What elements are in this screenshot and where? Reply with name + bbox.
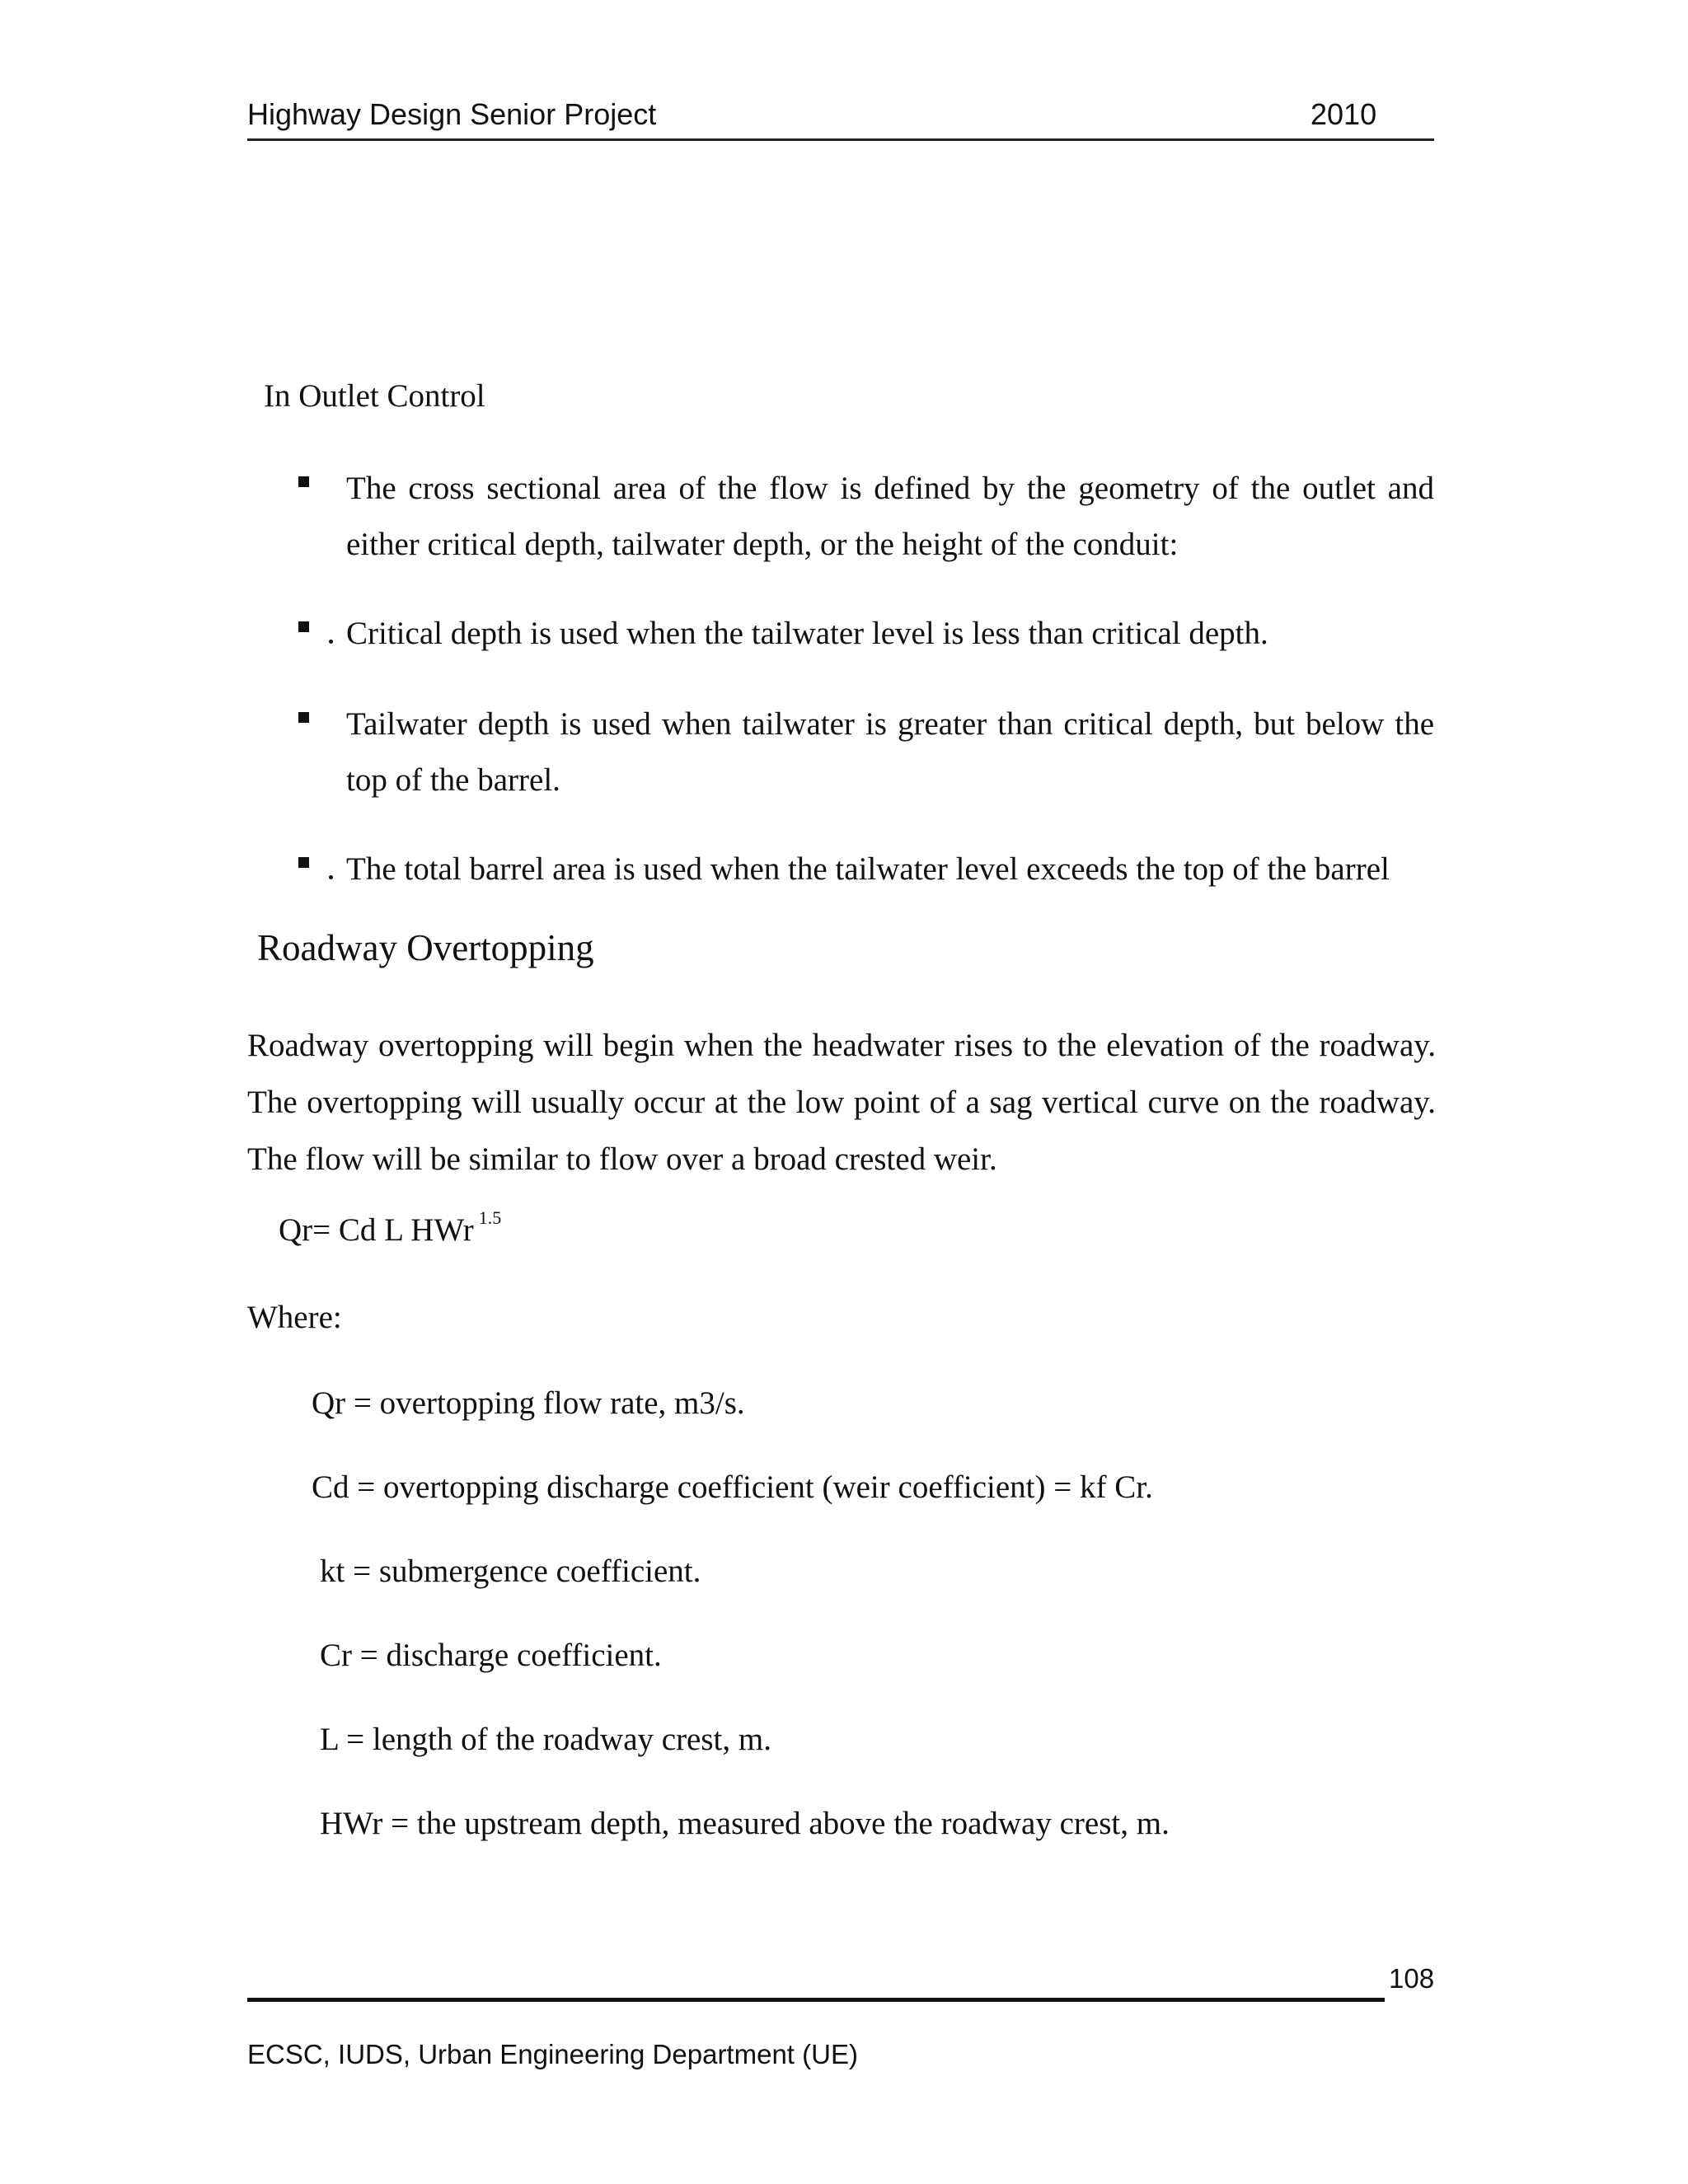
header-title: Highway Design Senior Project: [247, 97, 657, 131]
roadway-overtopping-paragraph: Roadway overtopping will begin when the headwater rises to the elevation of the roadway. The overtopping will usually occur at the low point of a sag vertical curve on the roadway. The flow will be similar to flow over a broad crested weir.: [247, 1028, 1436, 1177]
formula-exponent: 1.5: [478, 1207, 502, 1228]
bullet-text: Critical depth is used when the tailwater level is less than critical depth.: [346, 616, 1268, 651]
definition-cd: Cd = overtopping discharge coefficient (weir coefficient) = kf Cr.: [312, 1469, 1153, 1505]
bullet-text: Tailwater depth is used when tailwater is greater than critical depth, but below the top of the barrel.: [346, 706, 1434, 798]
header-year: 2010: [1311, 97, 1377, 131]
square-bullet-icon: [298, 476, 309, 487]
page-header: [247, 97, 1434, 141]
overtopping-formula: [279, 1207, 502, 1249]
outlet-control-heading: In Outlet Control: [264, 378, 485, 414]
bullet-text: The cross sectional area of the flow is defined by the geometry of the outlet and either critical depth, tailwater depth, or the height of the conduit:: [346, 471, 1434, 562]
square-bullet-icon: [298, 857, 309, 868]
stray-dot-mark: [329, 640, 333, 644]
roadway-overtopping-heading: Roadway Overtopping: [257, 927, 594, 968]
footer-divider: [247, 1998, 1385, 2002]
footer-institution: ECSC, IUDS, Urban Engineering Department (UE): [247, 2039, 858, 2069]
definition-l: L = length of the roadway crest, m.: [320, 1722, 771, 1757]
definition-hwr: HWr = the upstream depth, measured above the roadway crest, m.: [320, 1806, 1170, 1841]
page-number: 108: [1389, 1963, 1435, 1994]
definition-cr: Cr = discharge coefficient.: [320, 1638, 662, 1673]
formula-text: Qr= Cd L HWr: [279, 1212, 474, 1248]
square-bullet-icon: [298, 621, 309, 632]
definition-kt: kt = submergence coefficient.: [320, 1554, 701, 1589]
square-bullet-icon: [298, 712, 309, 723]
where-label: Where:: [247, 1300, 342, 1335]
bullet-text: The total barrel area is used when the tailwater level exceeds the top of the barrel: [346, 851, 1390, 887]
stray-dot-mark: [329, 875, 333, 879]
definition-qr: Qr = overtopping flow rate, m3/s.: [312, 1385, 745, 1421]
